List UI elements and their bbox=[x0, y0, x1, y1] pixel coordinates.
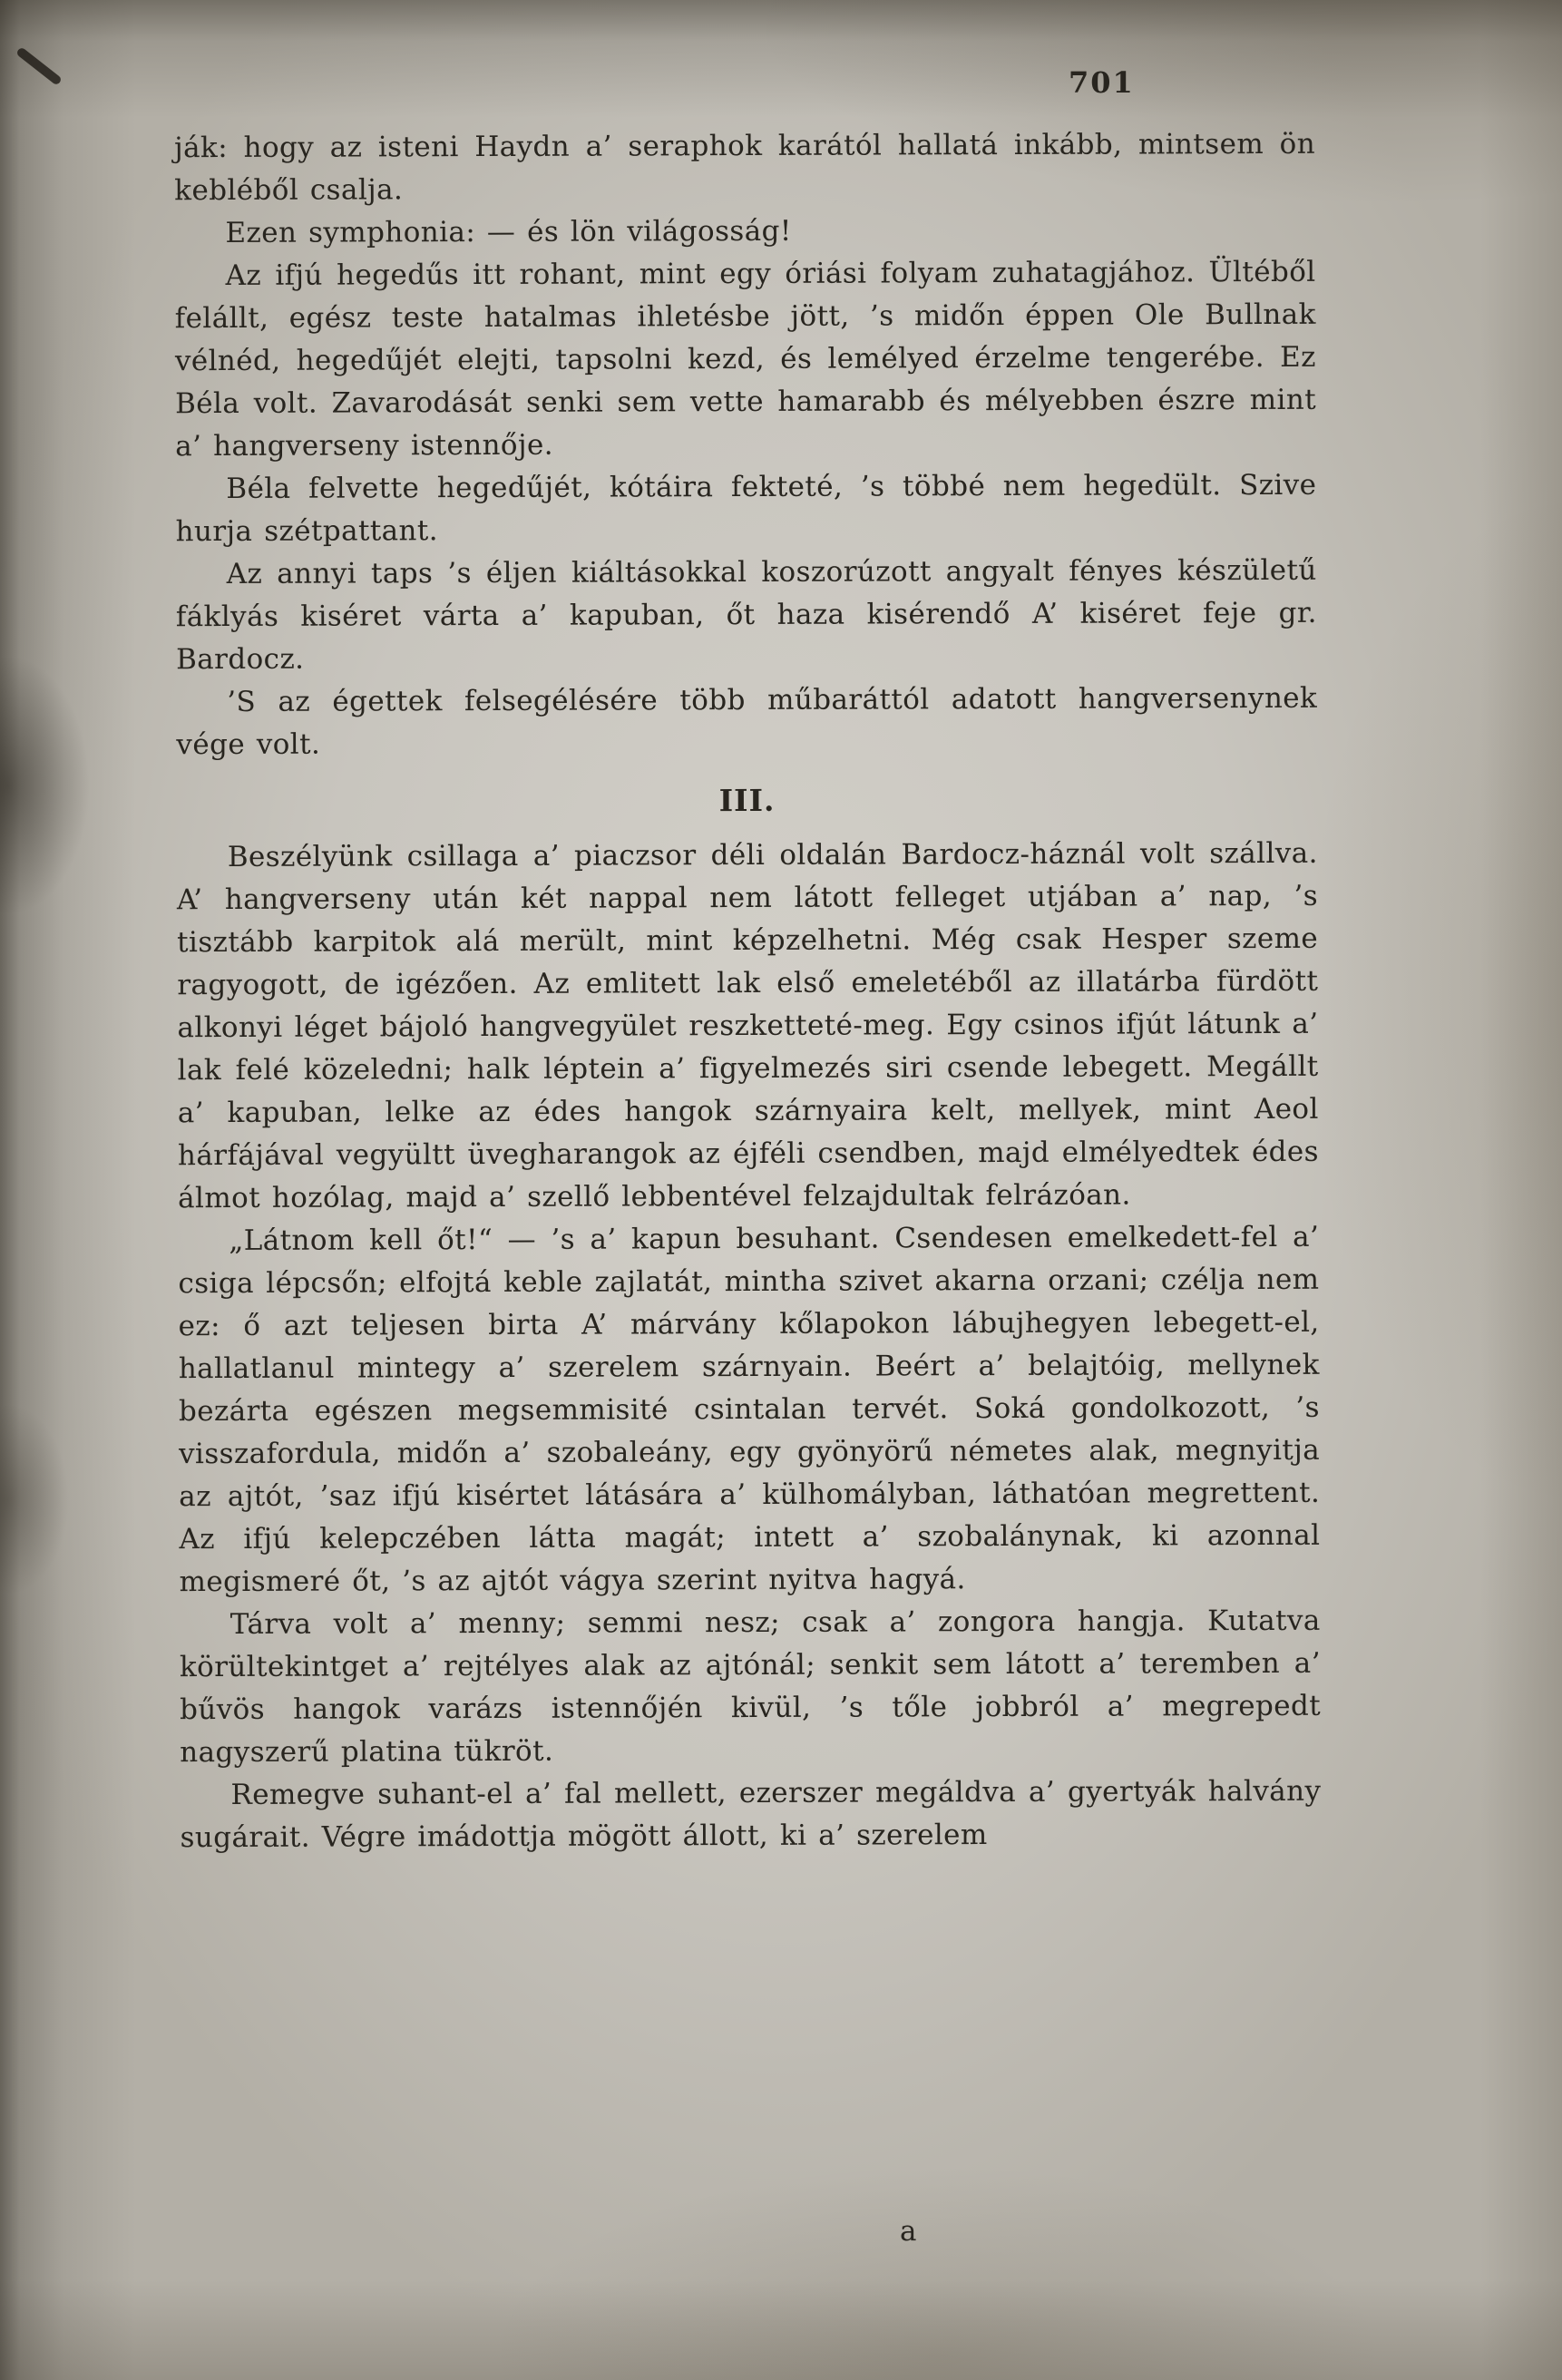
paragraph-4: Béla felvette hegedűjét, kótáira fekteté, ’s többé nem hegedült. Szive hurja szétpattant. bbox=[175, 468, 1317, 549]
paragraph-2: Ezen symphonia: — és lön világosság! bbox=[225, 214, 792, 249]
paragraph-6: ’S az égettek felsegélésére több műbaráttól adatott hangversenynek vége volt. bbox=[176, 681, 1318, 762]
paragraph-5: Az annyi taps ’s éljen kiáltásokkal koszorúzott angyalt fényes készületű fáklyás kiséret várta a’ kapuban, őt haza kisérendő A’ kiséret feje gr. Bardocz. bbox=[175, 553, 1317, 677]
section-heading: III. bbox=[718, 782, 776, 819]
paragraph-10: Remegve suhant-el a’ fal mellett, ezerszer megáldva a’ gyertyák halvány sugárait. Végre imádottja mögött állott, ki a’ szerelem bbox=[180, 1774, 1322, 1855]
ink-mark bbox=[15, 46, 63, 86]
page-number: 701 bbox=[1069, 65, 1135, 100]
paragraph-8: „Látnom kell őt!“ — ’s a’ kapun besuhant. Csendesen emelkedett-fel a’ csiga lépcsőn; elfojtá keble zajlatát, mintha szivet akarna orzani; czélja nem ez: ő azt teljesen birta A’ márvány kőlapokon lábujhegyen lebegett-el, hallatlanul mintegy a’ szerelem szárnyain. Beért a’ belajtóig, mellynek bezárta egészen megsemmisité csintalan tervét. Soká gondolkozott, ’s visszafordula, midőn a’ szobaleány, egy gyönyörű németes alak, megnyitja az ajtót, ’saz ifjú kisértet látására a’ külhomályban, láthatóan megrettent. Az ifjú kelepczében látta magát; intett a’ szobalánynak, ki azonnal megismeré őt, ’s az ajtót vágya szerint nyitva hagyá. bbox=[178, 1220, 1321, 1599]
paragraph-9: Tárva volt a’ menny; semmi nesz; csak a’ zongora hangja. Kutatva körültekintget a’ rejtélyes alak az ajtónál; senkit sem látott a’ teremben a’ bűvös hangok varázs istennőjén kivül, ’s tőle jobbról a’ megrepedt nagyszerű platina tükröt. bbox=[179, 1604, 1322, 1770]
paragraph-continuation: ják: hogy az isteni Haydn a’ seraphok karától hallatá inkább, mintsem ön kebléből csalja. bbox=[174, 127, 1316, 208]
paragraph-7: Beszélyünk csillaga a’ piaczsor déli oldalán Bardocz-háznál volt szállva. A’ hangverseny után két nappal nem látott felleget utjában a’ nap, ’s tisztább karpitok alá merült, mint képzelhetni. Még csak Hesper szeme ragyogott, de igézően. Az emlitett lak első emeletéből az illatárba fürdött alkonyi léget bájoló hangvegyület reszketteté-meg. Egy csinos ifjút látunk a’ lak felé közeledni; halk léptein a’ figyelmezés siri csende lebegett. Megállt a’ kapuban, lelke az édes hangok szárnyaira kelt, mellyek, mint Aeol hárfájával vegyültt üvegharangok az éjféli csendben, majd elmélyedtek édes álmot hozólag, majd a’ szellő lebbentével felzajdultak felrázóan. bbox=[176, 836, 1320, 1215]
catchword: a bbox=[900, 2215, 917, 2248]
paragraph-3: Az ifjú hegedűs itt rohant, mint egy óriási folyam zuhatagjához. Ültéből felállt, egész teste hatalmas ihletésbe jött, ’s midőn éppen Ole Bullnak vélnéd, hegedűjét elejti, tapsolni kezd, és lemélyed érzelme tengerébe. Ez Béla volt. Zavarodását senki sem vette hamarabb és mélyebben észre mint a’ hangverseny istennője. bbox=[174, 255, 1317, 463]
text-block bbox=[174, 123, 1322, 1859]
